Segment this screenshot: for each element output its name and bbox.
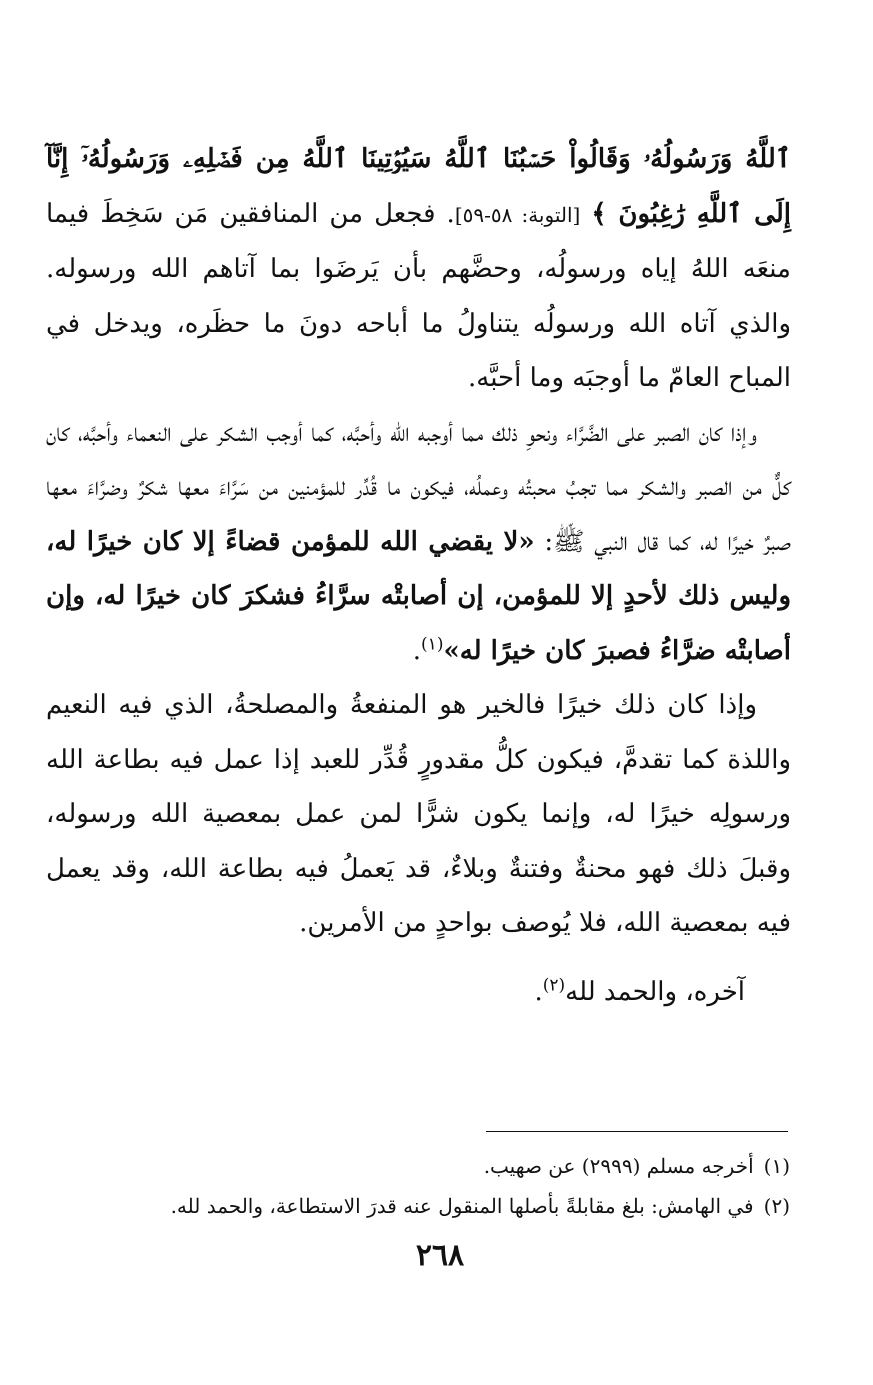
paragraph-1 (46, 132, 791, 406)
footnote-2-text: في الهامش: بلغ مقابلةً بأصلها المنقول عنه قدرَ الاستطاعة، والحمد لله. (170, 1194, 754, 1218)
footnote-ref-1[interactable]: (١) (421, 633, 444, 654)
footnote-2-number: (٢) (763, 1194, 790, 1218)
footnote-ref-2[interactable]: (٢) (542, 974, 566, 995)
verse-reference: [التوبة: ٥٨-٥٩] (454, 202, 581, 227)
closing-text: آخره، والحمد لله (565, 976, 745, 1007)
quran-verse: ٱللَّهُ وَرَسُولُهُۥ وَقَالُواْ حَسۡبُنَا ٱللَّهُ سَيُؤۡتِينَا ٱللَّهُ مِن فَضۡلِهِۦ وَرَسُولُهُۥٓ إِنَّآ إِلَى ٱللَّهِ رَٰغِبُونَ ﴾ (46, 144, 792, 229)
closing-line (46, 965, 791, 1020)
footnotes (100, 1146, 790, 1226)
footnote-2 (100, 1186, 790, 1226)
paragraph-2-text: وإذا كان الصبر على الضَّرَّاء ونحوِ ذلك مما أوجبه الله وأحبَّه، كما أوجب الشكر على النعماء وأحبَّه، كان كلٌّ من الصبر والشكر مما تجبُ محبتُه وعملُه، فيكون ما قُدِّر للمؤمنين من سَرَّاءَ معها شكرٌ وضرَّاءَ معها صبرٌ خيرًا له، كما قال النبي ﷺ: (46, 417, 792, 557)
closing-end: . (534, 976, 543, 1007)
paragraph-1-text: . فجعل من المنافقين مَن سَخِطَ فيما منعَه اللهُ إياه ورسولُه، وحضَّهم بأن يَرضَوا بما آتاهم الله ورسوله. والذي آتاه الله ورسولُه يتناولُ ما أباحه دونَ ما حظَره، ويدخل في المباح العامّ ما أوجبَه وما أحبَّه. (46, 198, 791, 393)
footnote-1 (100, 1146, 790, 1186)
footnote-divider (486, 1131, 788, 1132)
paragraph-3: وإذا كان ذلك خيرًا فالخير هو المنفعةُ والمصلحةُ، الذي فيه النعيم واللذة كما تقدمَّ، فيكون كلُّ مقدورٍ قُدِّر للعبد إذا عمل فيه بطاعة الله ورسولِه خيرًا له، وإنما يكون شرًّا لمن عمل بمعصية الله ورسوله، وقبلَ ذلك فهو محنةٌ وفتنةٌ وبلاءٌ، قد يَعملُ فيه بطاعة الله، وقد يعمل فيه بمعصية الله، فلا يُوصف بواحدٍ من الأمرين. (46, 690, 791, 938)
paragraph-2 (46, 406, 791, 679)
footnote-1-number: (١) (763, 1154, 790, 1178)
main-text (46, 132, 791, 1019)
paragraph-2-end: . (412, 635, 422, 666)
hadith-quote: «لا يقضي الله للمؤمن قضاءً إلا كان خيرًا له، وليس ذلك لأحدٍ إلا للمؤمن، إن أصابتْه سرَّاءُ فشكرَ كان خيرًا له، وإن أصابتْه ضرَّاءُ فصبرَ كان خيرًا له» (46, 526, 791, 666)
footnote-1-text: أخرجه مسلم (٢٩٩٩) عن صهيب. (483, 1154, 754, 1178)
page-number: ٢٦٨ (415, 1238, 465, 1273)
